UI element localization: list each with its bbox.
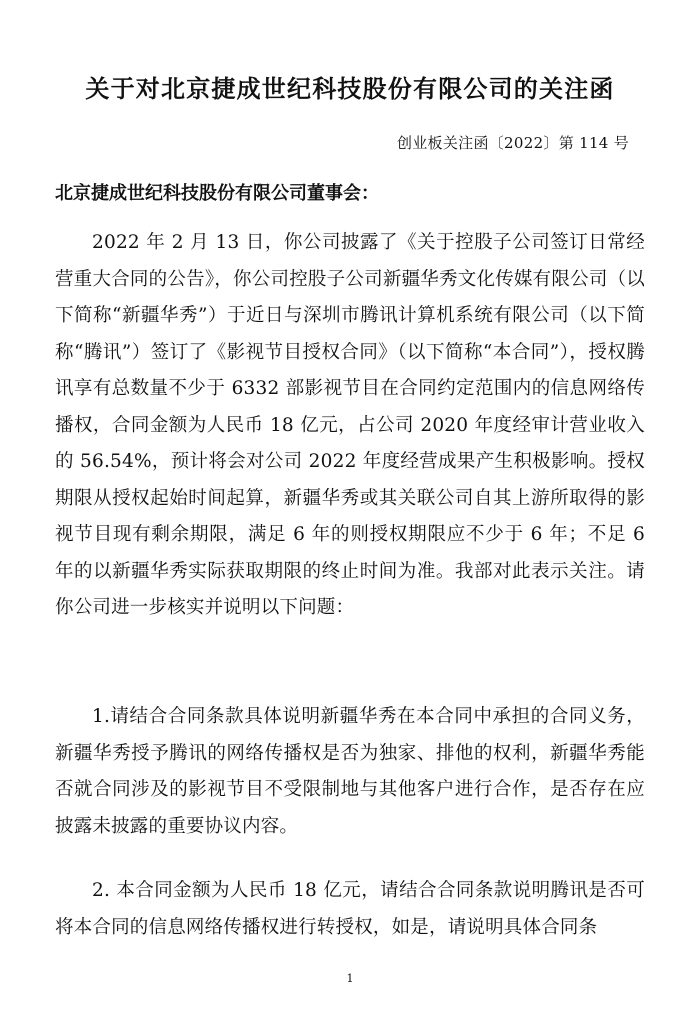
reference-number: 创业板关注函〔2022〕第 114 号 [396,134,629,152]
body-paragraph-intro: 2022 年 2 月 13 日，你公司披露了《关于控股子公司签订日常经营重大合同的公告》，你公司控股子公司新疆华秀文化传媒有限公司（以下简称“新疆华秀”）于近日与深圳市腾讯计算机系统有限公司（以下简称“腾讯”）签订了《影视节目授权合同》（以下简称“本合同”），授权腾讯享有总数量不少于 6332 部影视节目在合同约定范围内的信息网络传播权，合同金额为人民币 18 亿元，占公司 2020 年度经审计营业收入的 56.54%，预计将会对公司 2022 年度经营成果产生积极影响。授权期限从授权起始时间起算，新疆华秀或其关联公司自其上游所取得的影视节目现有剩余期限，满足 6 年的则授权期限应不少于 6 年；不足 6 年的以新疆华秀实际获取期限的终止时间为准。我部对此表示关注。请你公司进一步核实并说明以下问题： [55,232,645,618]
addressee: 北京捷成世纪科技股份有限公司董事会： [55,183,379,204]
page-number: 1 [346,972,354,985]
body-paragraph-question-1: 1.请结合合同条款具体说明新疆华秀在本合同中承担的合同义务，新疆华秀授予腾讯的网络传播权是否为独家、排他的权利，新疆华秀能否就合同涉及的影视节目不受限制地与其他客户进行合作，是否存在应披露未披露的重要协议内容。 [55,706,645,837]
body-paragraph-question-2: 2. 本合同金额为人民币 18 亿元，请结合合同条款说明腾讯是否可将本合同的信息网络传播权进行转授权，如是，请说明具体合同条 [55,880,645,938]
document-title: 关于对北京捷成世纪科技股份有限公司的关注函 [85,75,615,103]
